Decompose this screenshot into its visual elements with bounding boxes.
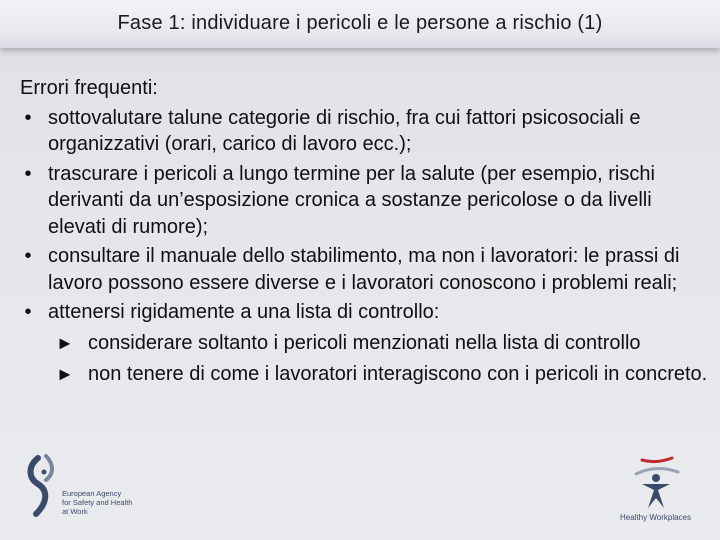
bullet-icon: •: [24, 106, 32, 129]
healthy-workplaces-logo: [612, 452, 708, 532]
sub-list: [48, 330, 710, 388]
intro-text: Errori frequenti:: [20, 77, 158, 99]
slide-content: [20, 75, 710, 393]
arrow-icon: ►: [56, 364, 74, 384]
bullet-text: trascurare i pericoli a lungo termine per la salute (per esempio, rischi derivanti da un’esposizione cronica a sostanze pericolose o da livelli elevati di rumore);: [48, 162, 655, 238]
agency-name-line: for Safety and Health: [62, 498, 133, 507]
european-agency-logo-icon: [24, 452, 64, 522]
bullet-text: attenersi rigidamente a una lista di controllo:: [48, 301, 440, 323]
bullet-icon: •: [24, 245, 32, 267]
agency-name: [62, 489, 132, 516]
arrow-icon: ►: [56, 332, 74, 353]
bullet-item: [20, 243, 710, 296]
healthy-workplaces-icon: [612, 452, 702, 512]
bullet-icon: •: [24, 162, 32, 185]
title-bar: [0, 0, 720, 48]
bullet-icon: •: [24, 301, 32, 323]
european-agency-logo: [24, 452, 174, 532]
bullet-item: [20, 105, 710, 158]
sub-item: [56, 361, 710, 388]
bullet-item: [20, 161, 710, 241]
healthy-workplaces-label: Healthy Workplaces: [620, 513, 691, 522]
agency-name-line: European Agency: [62, 489, 122, 498]
bullet-text: sottovalutare talune categorie di rischio, fra cui fattori psicosociali e organizzativi (orari, carico di lavoro ecc.);: [48, 106, 641, 155]
slide-title: Fase 1: individuare i pericoli e le persone a rischio (1): [117, 12, 603, 34]
agency-name-line: at Work: [62, 507, 88, 516]
sub-item-text: non tenere di come i lavoratori interagiscono con i pericoli in concreto.: [88, 363, 708, 385]
sub-item: [56, 330, 710, 357]
bullet-text: consultare il manuale dello stabilimento, ma non i lavoratori: le prassi di lavoro possono essere diverse e i lavoratori conoscono i problemi reali;: [48, 245, 680, 294]
bullet-list: [20, 105, 710, 388]
sub-item-text: considerare soltanto i pericoli menzionati nella lista di controllo: [88, 331, 641, 354]
bullet-item: [20, 299, 710, 388]
